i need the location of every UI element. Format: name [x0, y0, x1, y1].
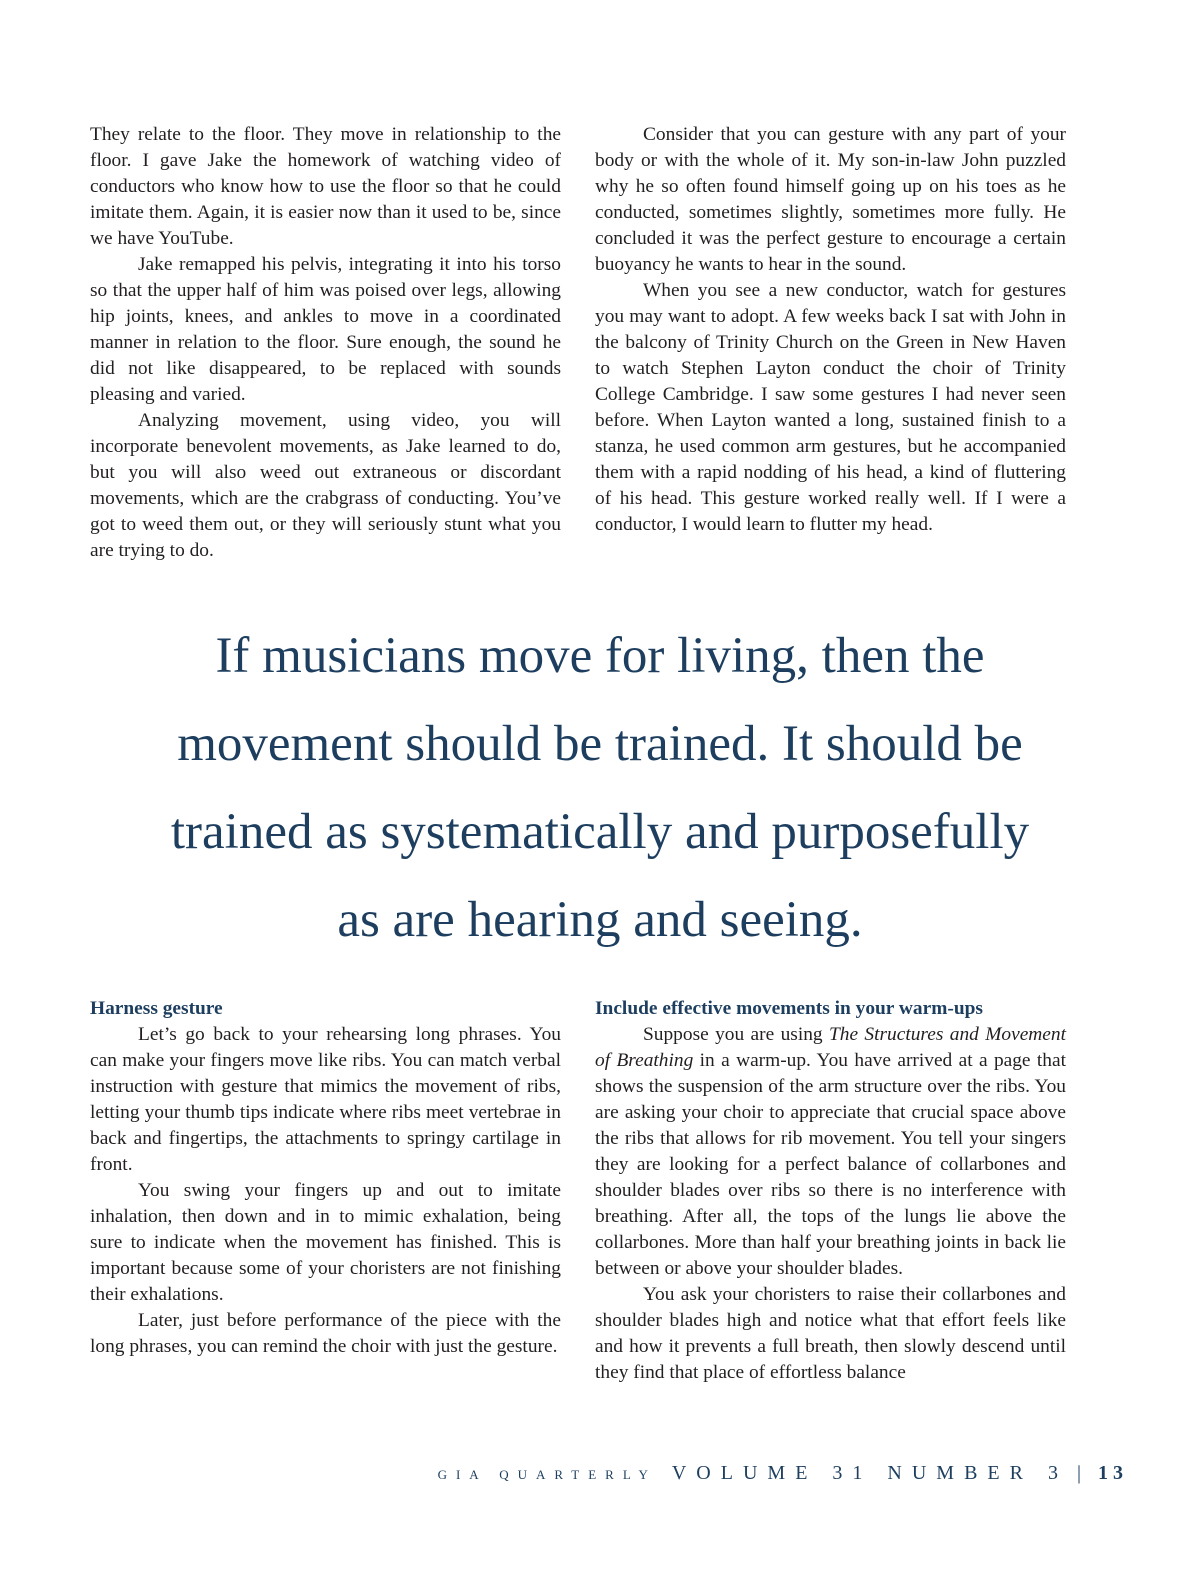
pull-quote-line: If musicians move for living, then the: [215, 628, 985, 684]
pull-quote: [60, 612, 1140, 964]
body-paragraph: You swing your fingers up and out to imitate inhalation, then down and in to mimic exhalation, being sure to indicate when the movement has finished. This is important because some of your choristers are not finishing their exhalations.: [90, 1180, 561, 1305]
article-column-bottom-left: [90, 996, 561, 1360]
section-heading: Include effective movements in your warm-ups: [595, 998, 983, 1019]
section-heading: Harness gesture: [90, 998, 223, 1019]
page-number: 13: [1098, 1462, 1128, 1484]
pull-quote-line: movement should be trained. It should be: [177, 716, 1023, 772]
page-footer: [438, 1462, 1128, 1485]
article-column-bottom-right: [595, 996, 1066, 1386]
article-column-top-right: [595, 122, 1066, 538]
footer-separator: |: [1076, 1462, 1081, 1484]
volume-number: VOLUME 31 NUMBER 3: [671, 1462, 1068, 1484]
body-paragraph: They relate to the floor. They move in relationship to the floor. I gave Jake the homework of watching video of conductors who know how to use the floor so that he could imitate them. Again, it is easier now than it used to be, since we have YouTube.: [90, 124, 561, 249]
body-paragraph: When you see a new conductor, watch for gestures you may want to adopt. A few weeks back I sat with John in the balcony of Trinity Church on the Green in New Haven to watch Stephen Layton conduct the choir of Trinity College Cambridge. I saw some gestures I had never seen before. When Layton wanted a long, sustained finish to a stanza, he used common arm gestures, but he accompanied them with a rapid nodding of his head, a kind of fluttering of his head. This gesture worked really well. If I were a conductor, I would learn to flutter my head.: [595, 280, 1066, 535]
article-column-top-left: [90, 122, 561, 564]
paragraph-text: in a warm-up. You have arrived at a page that shows the suspension of the arm structure over the ribs. You are asking your choir to appreciate that crucial space above the ribs that allows for rib movement. You tell your singers they are looking for a perfect balance of collarbones and shoulder blades over ribs so there is no interference with breathing. After all, the tops of the lungs lie above the collarbones. More than half your breathing joints in back lie between or above your shoulder blades.: [595, 1050, 1066, 1279]
body-paragraph: Consider that you can gesture with any part of your body or with the whole of it. My son-in-law John puzzled why he so often found himself going up on his toes as he conducted, sometimes slightly, sometimes more fully. He concluded it was the perfect gesture to encourage a certain buoyancy he wants to hear in the sound.: [595, 124, 1066, 275]
pull-quote-line: as are hearing and seeing.: [337, 892, 863, 948]
body-paragraph: You ask your choristers to raise their collarbones and shoulder blades high and notice what that effort feels like and how it prevents a full breath, then slowly descend until they find that place of effortless balance: [595, 1284, 1066, 1383]
paragraph-text: Suppose you are using: [643, 1024, 829, 1045]
body-paragraph: Later, just before performance of the piece with the long phrases, you can remind the choir with just the gesture.: [90, 1310, 561, 1357]
body-paragraph: Analyzing movement, using video, you will incorporate benevolent movements, as Jake learned to do, but you will also weed out extraneous or discordant movements, which are the crabgrass of conducting. You’ve got to weed them out, or they will seriously stunt what you are trying to do.: [90, 410, 561, 561]
pull-quote-line: trained as systematically and purposefully: [170, 804, 1030, 860]
body-paragraph: [595, 1022, 1066, 1282]
publication-name: GIA QUARTERLY: [437, 1467, 657, 1482]
book-title: The Structures and Movement of Breathing: [595, 1024, 1066, 1071]
body-paragraph: Jake remapped his pelvis, integrating it into his torso so that the upper half of him was poised over legs, allowing hip joints, knees, and ankles to move in a coordinated manner in relation to the floor. Sure enough, the sound he did not like disappeared, to be replaced with sounds pleasing and varied.: [90, 254, 561, 405]
body-paragraph: Let’s go back to your rehearsing long phrases. You can make your fingers move like ribs. You can match verbal instruction with gesture that mimics the movement of ribs, letting your thumb tips indicate where ribs meet vertebrae in back and fingertips, the attachments to springy cartilage in front.: [90, 1024, 561, 1175]
